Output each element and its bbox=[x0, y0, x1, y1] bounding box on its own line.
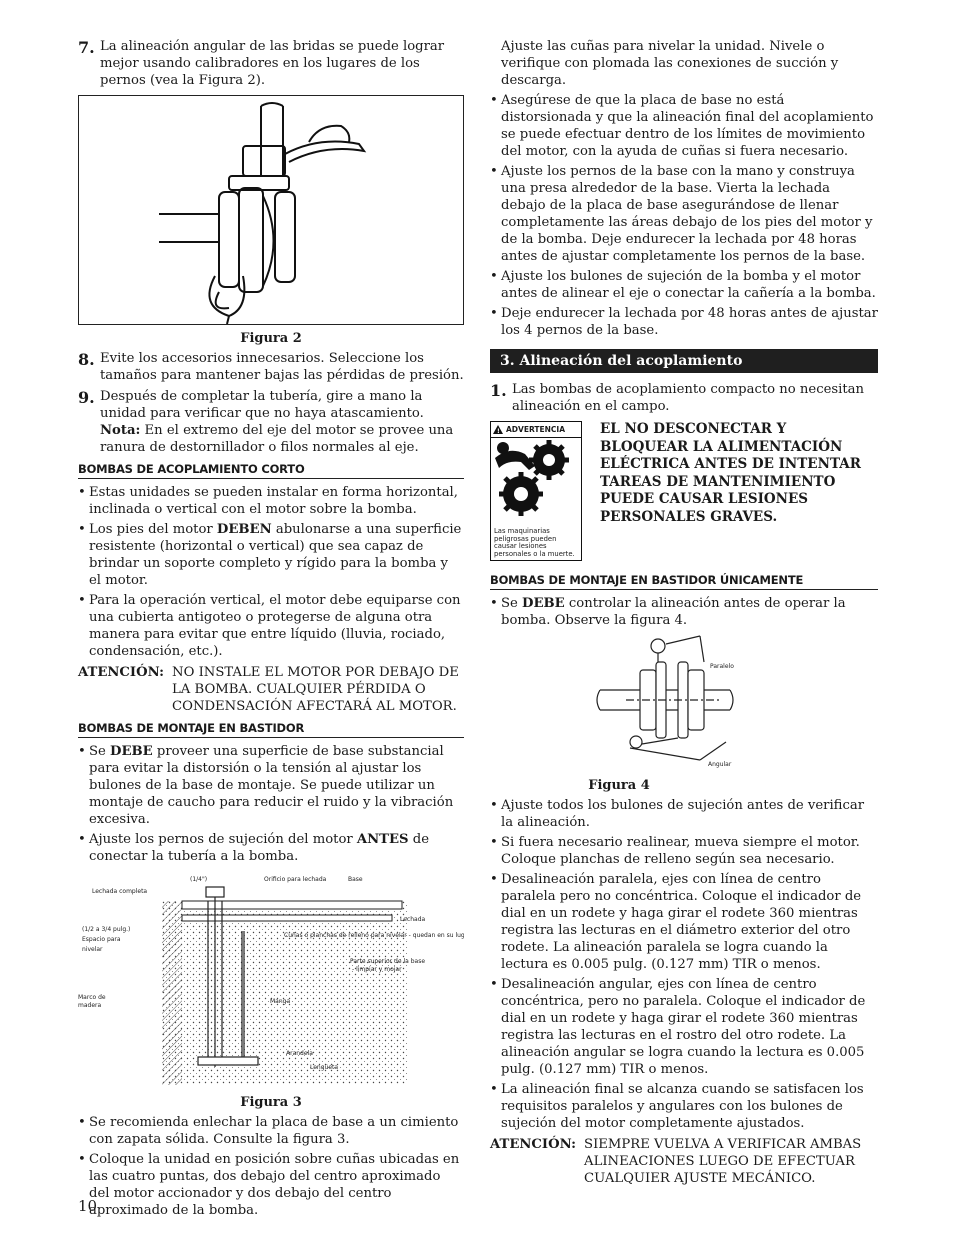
text-part: Los pies del motor bbox=[89, 522, 217, 537]
label-lechada-completa: Lechada completa bbox=[92, 888, 148, 895]
label-cunas: Cuñas o planchas de relleno para nivelar - quedan en su lugar bbox=[284, 932, 464, 939]
text-part: En el extremo del eje del motor se provee una ranura de destornillador o filos normales al eje. bbox=[100, 423, 454, 455]
label-lengueta: Lengüeta bbox=[310, 1064, 339, 1071]
emphasis: DEBE bbox=[522, 596, 565, 611]
figure-4-caption: Figura 4 bbox=[588, 778, 650, 793]
attention-label: ATENCIÓN: bbox=[78, 665, 165, 680]
section-title: 3. Alineación del acoplamiento bbox=[490, 349, 878, 373]
subheading-bastidor-unicamente: BOMBAS DE MONTAJE EN BASTIDOR ÚNICAMENTE bbox=[490, 573, 878, 590]
list-item bbox=[490, 595, 878, 629]
label-espacio-2: Espacio para bbox=[82, 936, 121, 943]
page-number: 10 bbox=[78, 1197, 98, 1215]
emphasis: ANTES bbox=[356, 832, 409, 847]
list-item: • Desalineación paralela, ejes con línea de centro paralela pero no concéntrica. Coloque el indicador de dial en un rodete y haga girar el rodete 360 mientras registra las lecturas en el diámetro exterior del otro rodete. La alineación paralela se logra cuando la lectura es 0.005 pulg. (0.127 mm) TIR o menos. bbox=[490, 871, 878, 973]
step-text: Evite los accesorios innecesarios. Seleccione los tamaños para mantener bajas las pérdidas de presión. bbox=[100, 351, 464, 383]
label-manga: Manga bbox=[270, 998, 291, 1005]
warning-label bbox=[490, 421, 582, 561]
step-7 bbox=[78, 38, 464, 89]
figure-3-drawing bbox=[78, 871, 464, 1089]
text-part: Ajuste los pernos de sujeción del motor bbox=[89, 832, 357, 847]
emphasis: DEBEN bbox=[216, 522, 272, 537]
emphasis: DEBE bbox=[110, 744, 153, 759]
list-item: • Para la operación vertical, el motor debe equiparse con una cubierta antigoteo o protegerse de alguna otra manera para evitar que entre líquido (lluvia, rociado, condensación, etc.). bbox=[78, 592, 464, 660]
text-part: proveer una superficie de base substancial para evitar la distorsión o la tensión al ajustar los bulones de la base de montaje. Se puede utilizar un montaje de caucho para reducir el ruido y la vibración excesiva. bbox=[89, 744, 454, 827]
attention-text: SIEMPRE VUELVA A VERIFICAR AMBAS ALINEACIONES LUEGO DE EFECTUAR CUALQUIER AJUSTE MECÁNICO. bbox=[584, 1137, 862, 1186]
list-item: • Estas unidades se pueden instalar en forma horizontal, inclinada o vertical con el motor sobre la bomba. bbox=[78, 484, 464, 518]
list-item: • Deje endurecer la lechada por 48 horas antes de ajustar los 4 pernos de la base. bbox=[490, 305, 878, 339]
label-orificio: Orificio para lechada bbox=[264, 876, 327, 883]
list-item: • Asegúrese de que la placa de base no está distorsionada y que la alineación final del acoplamiento se puede efectuar dentro de los límites de movimiento del motor, con la ayuda de cuñas si fuera necesario. bbox=[490, 92, 878, 160]
text-part: Después de completar la tubería, gire a mano la unidad para verificar que no haya atascamiento. bbox=[100, 389, 424, 421]
list-item bbox=[78, 521, 464, 589]
subheading-acoplamiento-corto: BOMBAS DE ACOPLAMIENTO CORTO bbox=[78, 462, 464, 479]
step-number: 1. bbox=[490, 381, 507, 400]
label-espacio-1: (1/2 a 3/4 pulg.) bbox=[82, 926, 131, 933]
subheading-montaje-bastidor: BOMBAS DE MONTAJE EN BASTIDOR bbox=[78, 721, 464, 738]
text-part: de conectar la tubería a la bomba. bbox=[89, 832, 430, 864]
figure-2 bbox=[78, 95, 464, 325]
step-number: 8. bbox=[78, 350, 95, 369]
step-text bbox=[100, 388, 464, 456]
label-lechada: Lechada bbox=[400, 916, 426, 923]
list-item: • Se recomienda enlechar la placa de base a un cimiento con zapata sólida. Consulte la figura 3. bbox=[78, 1114, 464, 1148]
warning-header-text: ADVERTENCIA bbox=[506, 425, 566, 434]
text-part: abulonarse a una superficie resistente (horizontal o vertical) que sea capaz de brindar un soporte completo y rígido para la bomba y el motor. bbox=[89, 522, 462, 588]
warning-header bbox=[491, 422, 581, 438]
label-quarter-inch: (1/4") bbox=[190, 876, 208, 883]
label-marco-2: madera bbox=[78, 1002, 102, 1009]
figure-2-caption: Figura 2 bbox=[240, 331, 302, 346]
figure-3 bbox=[78, 871, 464, 1089]
list-item: • Coloque la unidad en posición sobre cuñas ubicadas en las cuatro puntas, dos debajo del centro aproximado del motor accionador y dos debajo del centro aproximado de la bomba. bbox=[78, 1151, 464, 1219]
warning-footer: Las maquinarias peligrosas pueden causar lesiones personales o la muerte. bbox=[494, 527, 575, 558]
step-text: Las bombas de acoplamiento compacto no necesitan alineación en el campo. bbox=[512, 382, 865, 414]
list-item: • Ajuste los bulones de sujeción de la bomba y el motor antes de alinear el eje o conectar la cañería a la bomba. bbox=[490, 268, 878, 302]
continued-text: Ajuste las cuñas para nivelar la unidad. Nivele o verifique con plomada las conexiones de succión y descarga. bbox=[501, 39, 839, 88]
label-base: Base bbox=[348, 876, 363, 883]
text-part: Se bbox=[89, 744, 111, 759]
label-espacio-3: nivelar bbox=[82, 946, 103, 953]
bullet-list-bastidor-unicamente bbox=[490, 595, 878, 629]
warning-triangle-icon bbox=[493, 425, 503, 434]
list-item: • Ajuste los pernos de la base con la mano y construya una presa alrededor de la base. Vierta la lechada debajo de la placa de base asegurándose de llenar completamente las áreas debajo de los pies del motor y de la bomba. Deje endurecer la lechada por 48 horas antes de ajustar completamente los pernos de la base. bbox=[490, 163, 878, 265]
list-item bbox=[78, 743, 464, 828]
note-label: Nota: bbox=[100, 423, 141, 438]
step-1 bbox=[490, 381, 878, 415]
step-number: 9. bbox=[78, 388, 95, 407]
label-marco-1: Marco de bbox=[78, 994, 106, 1001]
bullet-list-after-figure-3 bbox=[78, 1114, 464, 1219]
step-9 bbox=[78, 388, 464, 456]
step-text: La alineación angular de las bridas se puede lograr mejor usando calibradores en los lugares de los pernos (vea la Figura 2). bbox=[100, 39, 445, 88]
list-item: • Desalineación angular, ejes con línea de centro concéntrica, pero no paralela. Coloque el indicador de dial en un rodete y haga girar el rodete 360 mientras registra las lecturas en el rostro del otro rodete. La alineación angular se logra cuando la lectura es 0.005 pulg. (0.127 mm) TIR o menos. bbox=[490, 976, 878, 1078]
attention-note bbox=[78, 664, 464, 715]
figure-2-drawing bbox=[79, 96, 463, 324]
label-paralelo: Paralelo bbox=[710, 663, 734, 670]
list-item: • Ajuste todos los bulones de sujeción antes de verificar la alineación. bbox=[490, 797, 878, 831]
svg-text:!: ! bbox=[497, 428, 500, 434]
bullet-list-right-top bbox=[490, 92, 878, 339]
attention-text: NO INSTALE EL MOTOR POR DEBAJO DE LA BOMBA. CUALQUIER PÉRDIDA O CONDENSACIÓN AFECTARÁ AL MOTOR. bbox=[172, 665, 459, 714]
bullet-list-montaje-bastidor bbox=[78, 743, 464, 865]
step-8 bbox=[78, 350, 464, 384]
left-column bbox=[78, 38, 464, 1222]
figure-3-caption: Figura 3 bbox=[240, 1095, 302, 1110]
text-part: Se bbox=[501, 596, 523, 611]
gears-hazard-icon bbox=[491, 438, 579, 518]
label-parte-superior-2: - limpiar y mojar bbox=[352, 966, 402, 973]
figure-4-drawing bbox=[490, 632, 878, 772]
right-column bbox=[490, 38, 878, 1191]
bullet-list-alignment bbox=[490, 797, 878, 1132]
label-arandela: Arandela bbox=[286, 1050, 313, 1057]
attention-label: ATENCIÓN: bbox=[490, 1137, 577, 1152]
step-number: 7. bbox=[78, 38, 95, 57]
warning-text: EL NO DESCONECTAR Y BLOQUEAR LA ALIMENTACIÓN ELÉCTRICA ANTES DE INTENTAR TAREAS DE MANTENIMIENTO PUEDE CAUSAR LESIONES PERSONALES GRAVES. bbox=[600, 421, 861, 525]
figure-4 bbox=[490, 632, 878, 772]
text-part: controlar la alineación antes de operar la bomba. Observe la figura 4. bbox=[501, 596, 846, 628]
list-item: • Si fuera necesario realinear, mueva siempre el motor. Coloque planchas de relleno según sea necesario. bbox=[490, 834, 878, 868]
attention-note bbox=[490, 1136, 878, 1187]
list-item bbox=[78, 831, 464, 865]
label-angular: Angular bbox=[708, 761, 732, 768]
label-parte-superior-1: Parte superior de la base bbox=[350, 958, 426, 965]
bullet-list-acoplamiento-corto bbox=[78, 484, 464, 660]
warning-block bbox=[490, 421, 878, 561]
list-item: • La alineación final se alcanza cuando se satisfacen los requisitos paralelos y angulares con los bulones de sujeción del motor completamente ajustados. bbox=[490, 1081, 878, 1132]
